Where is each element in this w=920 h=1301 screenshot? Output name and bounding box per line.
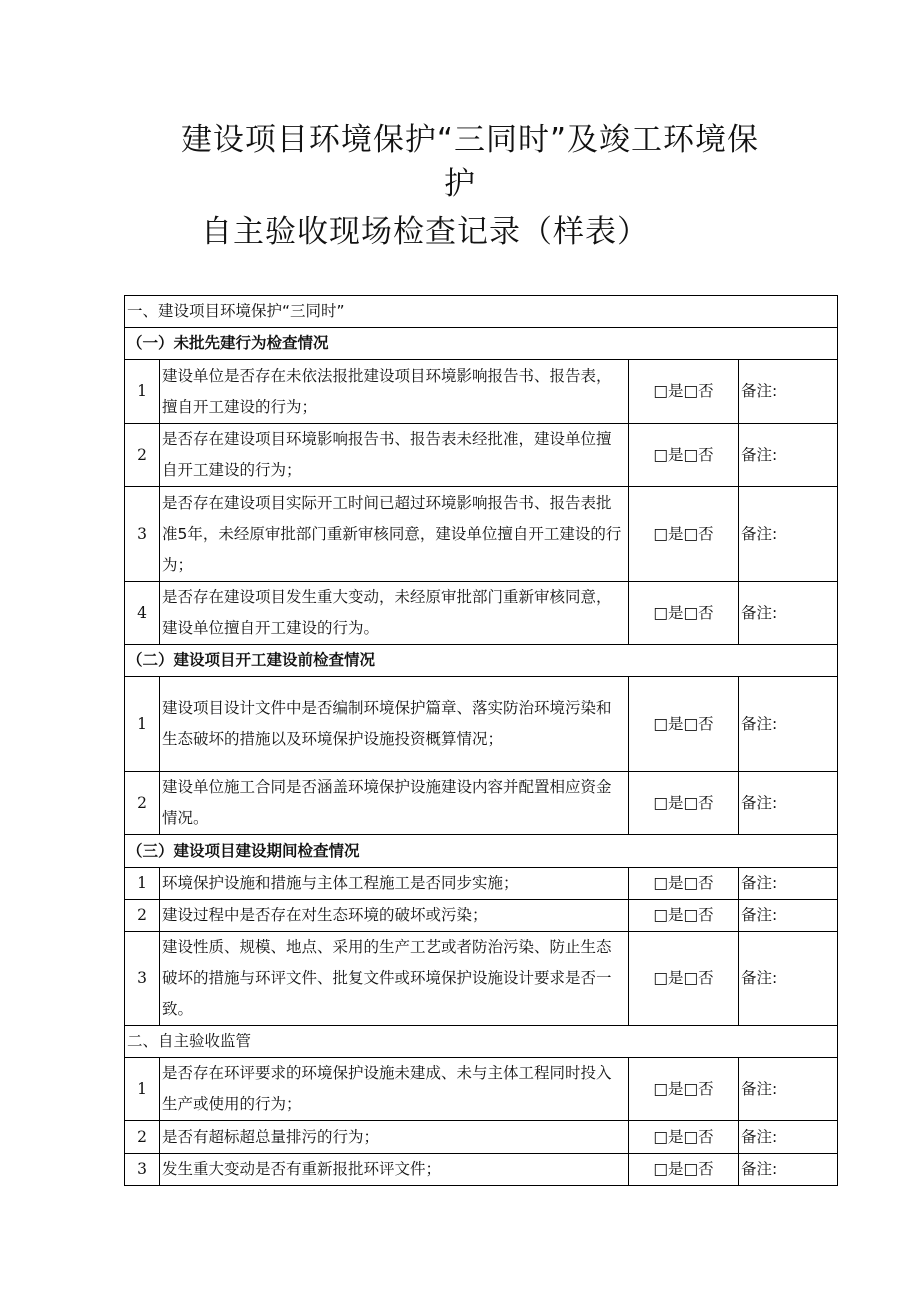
document-title-line-1: 建设项目环境保护“三同时”及竣工环境保 bbox=[180, 122, 760, 158]
item-number: 2 bbox=[125, 1121, 160, 1154]
document-title-line-2: 护 bbox=[444, 166, 476, 202]
table-row bbox=[125, 868, 838, 900]
section-heading: 二、自主验收监管 bbox=[125, 1026, 838, 1058]
yes-no-checkbox[interactable]: □是□否 bbox=[629, 1058, 739, 1121]
remark-field[interactable]: 备注: bbox=[739, 868, 838, 900]
item-description: 是否存在环评要求的环境保护设施未建成、未与主体工程同时投入生产或使用的行为； bbox=[160, 1058, 629, 1121]
item-number: 1 bbox=[125, 1058, 160, 1121]
table-row bbox=[125, 360, 838, 424]
item-description: 发生重大变动是否有重新报批环评文件； bbox=[160, 1154, 629, 1186]
yes-no-checkbox[interactable]: □是□否 bbox=[629, 772, 739, 835]
item-number: 4 bbox=[125, 582, 160, 645]
remark-field[interactable]: 备注: bbox=[739, 677, 838, 772]
document-title-line-3: 自主验收现场检查记录（样表） bbox=[201, 214, 649, 250]
remark-field[interactable]: 备注: bbox=[739, 487, 838, 582]
yes-no-checkbox[interactable]: □是□否 bbox=[629, 360, 739, 424]
yes-no-checkbox[interactable]: □是□否 bbox=[629, 424, 739, 487]
section-heading: 一、建设项目环境保护“三同时” bbox=[125, 296, 838, 328]
table-row bbox=[125, 1154, 838, 1186]
item-description: 建设单位是否存在未依法报批建设项目环境影响报告书、报告表，擅自开工建设的行为； bbox=[160, 360, 629, 424]
remark-field[interactable]: 备注: bbox=[739, 900, 838, 932]
yes-no-checkbox[interactable]: □是□否 bbox=[629, 868, 739, 900]
remark-field[interactable]: 备注: bbox=[739, 1154, 838, 1186]
item-description: 建设项目设计文件中是否编制环境保护篇章、落实防治环境污染和生态破坏的措施以及环境保护设施投资概算情况； bbox=[160, 677, 629, 772]
table-row bbox=[125, 1121, 838, 1154]
yes-no-checkbox[interactable]: □是□否 bbox=[629, 900, 739, 932]
yes-no-checkbox[interactable]: □是□否 bbox=[629, 582, 739, 645]
yes-no-checkbox[interactable]: □是□否 bbox=[629, 487, 739, 582]
remark-field[interactable]: 备注: bbox=[739, 424, 838, 487]
item-description: 是否存在建设项目环境影响报告书、报告表未经批准，建设单位擅自开工建设的行为； bbox=[160, 424, 629, 487]
item-number: 1 bbox=[125, 868, 160, 900]
yes-no-checkbox[interactable]: □是□否 bbox=[629, 677, 739, 772]
table-row bbox=[125, 900, 838, 932]
yes-no-checkbox[interactable]: □是□否 bbox=[629, 1121, 739, 1154]
item-number: 3 bbox=[125, 1154, 160, 1186]
item-description: 是否存在建设项目发生重大变动，未经原审批部门重新审核同意，建设单位擅自开工建设的行为。 bbox=[160, 582, 629, 645]
subsection-heading: （三）建设项目建设期间检查情况 bbox=[125, 835, 838, 868]
remark-field[interactable]: 备注: bbox=[739, 1058, 838, 1121]
remark-field[interactable]: 备注: bbox=[739, 932, 838, 1026]
table-row bbox=[125, 582, 838, 645]
remark-field[interactable]: 备注: bbox=[739, 772, 838, 835]
table-row bbox=[125, 677, 838, 772]
item-number: 3 bbox=[125, 932, 160, 1026]
table-row bbox=[125, 932, 838, 1026]
yes-no-checkbox[interactable]: □是□否 bbox=[629, 1154, 739, 1186]
remark-field[interactable]: 备注: bbox=[739, 360, 838, 424]
item-description: 建设过程中是否存在对生态环境的破坏或污染； bbox=[160, 900, 629, 932]
yes-no-checkbox[interactable]: □是□否 bbox=[629, 932, 739, 1026]
table-row bbox=[125, 772, 838, 835]
remark-field[interactable]: 备注: bbox=[739, 582, 838, 645]
item-number: 2 bbox=[125, 424, 160, 487]
item-description: 是否存在建设项目实际开工时间已超过环境影响报告书、报告表批准5年，未经原审批部门重新审核同意，建设单位擅自开工建设的行为； bbox=[160, 487, 629, 582]
subsection-heading: （一）未批先建行为检查情况 bbox=[125, 328, 838, 360]
item-number: 2 bbox=[125, 772, 160, 835]
item-description: 环境保护设施和措施与主体工程施工是否同步实施； bbox=[160, 868, 629, 900]
table-row bbox=[125, 424, 838, 487]
item-description: 是否有超标超总量排污的行为； bbox=[160, 1121, 629, 1154]
inspection-record-table bbox=[124, 295, 838, 1186]
remark-field[interactable]: 备注: bbox=[739, 1121, 838, 1154]
subsection-heading: （二）建设项目开工建设前检查情况 bbox=[125, 645, 838, 677]
table-row bbox=[125, 1058, 838, 1121]
table-row bbox=[125, 487, 838, 582]
item-number: 3 bbox=[125, 487, 160, 582]
item-description: 建设单位施工合同是否涵盖环境保护设施建设内容并配置相应资金情况。 bbox=[160, 772, 629, 835]
item-number: 1 bbox=[125, 360, 160, 424]
item-description: 建设性质、规模、地点、采用的生产工艺或者防治污染、防止生态破坏的措施与环评文件、批复文件或环境保护设施设计要求是否一致。 bbox=[160, 932, 629, 1026]
item-number: 1 bbox=[125, 677, 160, 772]
item-number: 2 bbox=[125, 900, 160, 932]
